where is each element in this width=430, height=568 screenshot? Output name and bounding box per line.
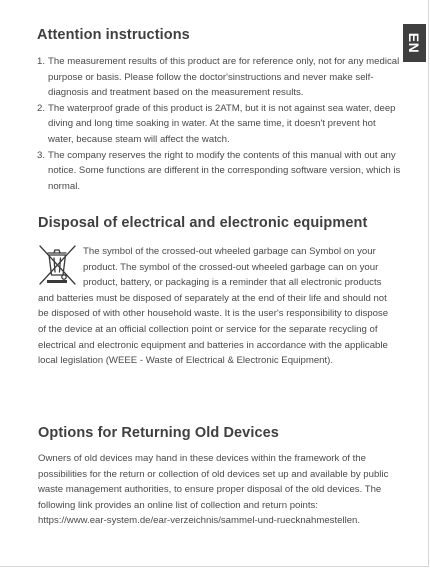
options-heading: Options for Returning Old Devices	[38, 425, 279, 441]
attention-item	[37, 101, 402, 148]
attention-item-text: The company reserves the right to modify the contents of this manual with out any notice. Some functions are different in the corresponding software version, which is normal.	[48, 149, 401, 192]
disposal-section	[38, 244, 390, 369]
crossed-out-wheeled-bin-icon	[38, 244, 78, 286]
attention-item	[37, 54, 402, 101]
language-tab-label: EN	[406, 32, 423, 54]
attention-item-text: The measurement results of this product are for reference only, not for any medical purpose or basis. Please follow the doctor'sinstructions and never make self-diagnosis and treatment based on the measurement results.	[48, 56, 400, 99]
options-section	[38, 451, 400, 529]
options-text: Owners of old devices may hand in these devices within the framework of the possibilities for the return or collection of old devices set up and available by public waste management authorities, to ensure proper disposal of the old devices. The following link provides an online list of collection and return points:	[38, 453, 389, 511]
attention-heading: Attention instructions	[37, 27, 190, 43]
attention-item-number: 2.	[37, 102, 46, 114]
attention-list	[37, 54, 402, 194]
attention-item-number: 3.	[37, 149, 46, 161]
attention-item-number: 1.	[37, 56, 46, 67]
attention-item	[37, 148, 402, 195]
disposal-heading: Disposal of electrical and electronic equipment	[38, 215, 368, 231]
disposal-text: The symbol of the crossed-out wheeled garbage can Symbol on your product. The symbol of the crossed-out wheeled garbage can on your product, battery, or packaging is a reminder that all electronic products and batteries must be disposed of separately at the end of their life and should not be disposed of with other household waste. It is the user's responsibility to dispose of the device at an official collection point or service for the separate recycling of electrical and electronic equipment and batteries in accordance with the applicable local legislation (WEEE - Waste of Electrical & Electronic Equipment).	[38, 246, 389, 367]
collection-points-link[interactable]: https://www.ear-system.de/ear-verzeichnis/sammel-und-ruecknahmestellen.	[38, 515, 361, 527]
attention-item-text: The waterproof grade of this product is 2ATM, but it is not against sea water, deep diving and long time soaking in water. At the same time, it doesn't prevent hot water, because steam will affect the watch.	[48, 102, 396, 145]
language-tab	[403, 24, 426, 62]
